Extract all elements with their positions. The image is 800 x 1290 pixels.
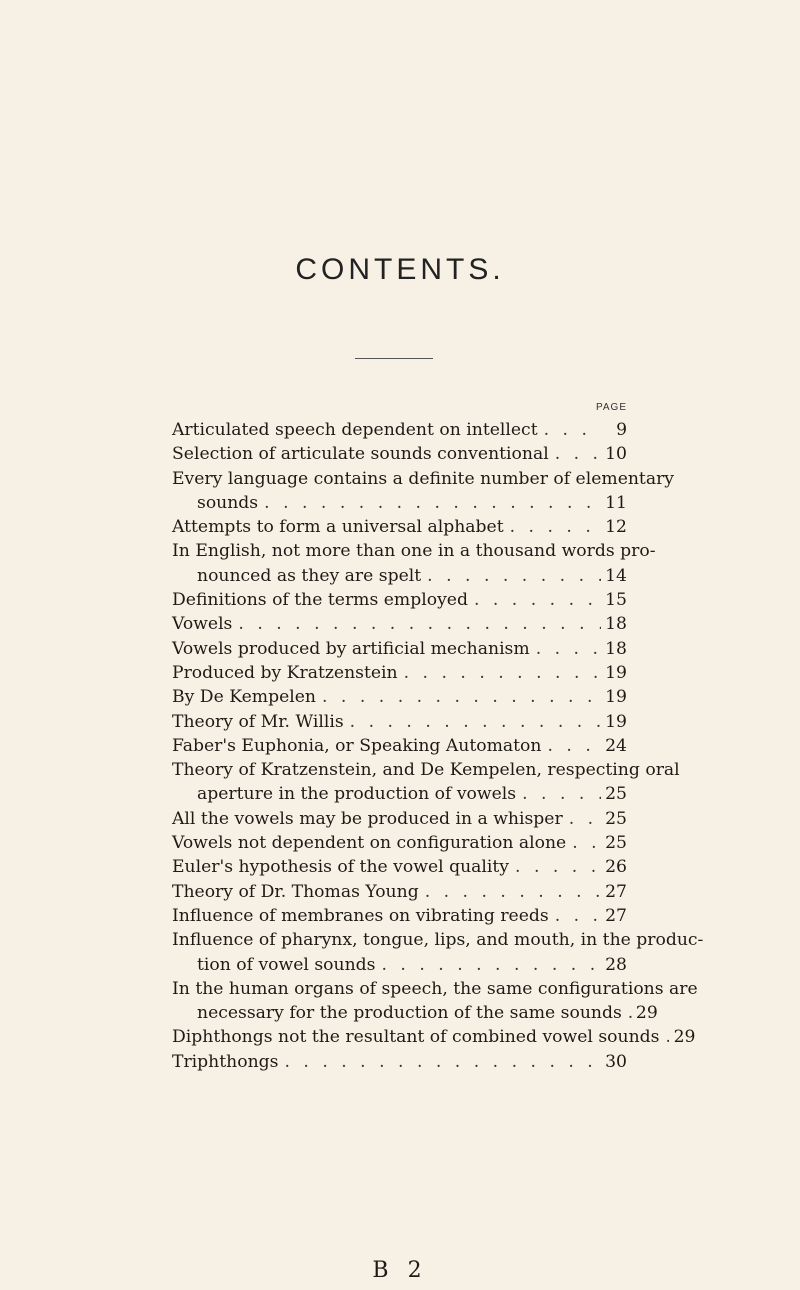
entry-page-number: 30 (605, 1051, 627, 1072)
entry-page-number: 29 (635, 1003, 658, 1024)
entry-title: Diphthongs not the resultant of combined vowel sounds (172, 1027, 660, 1048)
entry-page-number: 19 (605, 711, 627, 732)
entry-page-number: 12 (605, 517, 627, 538)
dot-leader (659, 1025, 669, 1049)
contents-entry (172, 807, 627, 831)
dot-leader (563, 807, 601, 831)
entry-title: Articulated speech dependent on intellect (172, 420, 538, 440)
contents-entry (172, 953, 627, 977)
dot-leader (509, 855, 601, 879)
entry-page-number: 19 (605, 687, 627, 708)
entry-page-number: 18 (605, 638, 627, 659)
entry-page-number: 25 (605, 808, 627, 829)
contents-entry (172, 612, 627, 636)
entry-title: By De Kempelen (172, 687, 316, 708)
dot-leader (504, 515, 601, 539)
entry-title: Vowels not dependent on configuration alone (172, 833, 567, 854)
contents-entry (172, 491, 627, 515)
entry-page-number: 24 (605, 735, 627, 756)
dot-leader (530, 637, 601, 661)
contents-entry (172, 1025, 696, 1049)
entry-title: Produced by Kratzenstein (172, 662, 398, 683)
dot-leader (566, 831, 601, 855)
contents-entry (172, 831, 627, 855)
entry-title: tion of vowel sounds (197, 954, 376, 975)
entry-page-number: 10 (605, 444, 627, 465)
entry-title: sounds (197, 492, 259, 513)
entry-title: Selection of articulate sounds conventional (172, 444, 549, 465)
contents-entry (172, 1001, 658, 1025)
entry-page-number: 15 (605, 590, 627, 611)
contents-entry (172, 710, 627, 734)
entry-title: aperture in the production of vowels (197, 784, 517, 805)
entry-title: Vowels produced by artificial mechanism (172, 638, 530, 659)
entry-page-number: 9 (616, 420, 627, 440)
contents-entry (172, 880, 627, 904)
contents-entry (172, 855, 627, 879)
dot-leader (278, 1050, 601, 1074)
signature-mark: B 2 (372, 1258, 428, 1283)
entry-title: nounced as they are spelt (197, 565, 422, 586)
entry-page-number: 14 (605, 565, 627, 586)
entry-title: Theory of Dr. Thomas Young (172, 881, 419, 902)
dot-leader (538, 418, 601, 442)
dot-leader (549, 442, 601, 466)
entry-title: Influence of membranes on vibrating reeds (172, 905, 549, 926)
entry-title: Triphthongs (172, 1051, 279, 1072)
contents-entry (172, 734, 627, 758)
entry-page-number: 18 (605, 614, 627, 635)
contents-entry (172, 1050, 627, 1074)
entry-page-number: 27 (605, 905, 627, 926)
entry-page-number: 19 (605, 662, 627, 683)
contents-entry (172, 442, 627, 466)
dot-leader (516, 782, 601, 806)
contents-entry (172, 782, 627, 806)
contents-entry-first-line: In the human organs of speech, the same configurations are (172, 978, 698, 999)
entry-page-number: 25 (605, 784, 627, 805)
contents-entry (172, 588, 627, 612)
dot-leader (258, 491, 601, 515)
entry-page-number: 28 (605, 954, 627, 975)
dot-leader (376, 953, 602, 977)
contents-entry (172, 515, 627, 539)
entry-page-number: 25 (605, 833, 627, 854)
page-title: CONTENTS. (295, 253, 505, 286)
entry-page-number: 11 (605, 492, 627, 513)
entry-title: Theory of Mr. Willis (172, 711, 344, 732)
entry-title: Euler's hypothesis of the vowel quality (172, 857, 510, 878)
dot-leader (421, 564, 601, 588)
entry-title: Attempts to form a universal alphabet (172, 517, 504, 538)
entry-title: Faber's Euphonia, or Speaking Automaton (172, 735, 542, 756)
dot-leader (549, 904, 601, 928)
dot-leader (541, 734, 601, 758)
contents-entry (172, 418, 627, 442)
entry-title: All the vowels may be produced in a whisper (172, 808, 563, 829)
page-column-label: PAGE (595, 402, 627, 413)
dot-leader (468, 588, 601, 612)
dot-leader (344, 710, 601, 734)
entry-page-number: 27 (605, 881, 627, 902)
entry-title: necessary for the production of the same sounds (197, 1003, 622, 1024)
contents-entry-first-line: Every language contains a definite number of elementary (172, 468, 675, 489)
contents-entry (172, 564, 627, 588)
dot-leader (316, 685, 601, 709)
contents-entry-first-line: Influence of pharynx, tongue, lips, and mouth, in the produc- (172, 930, 704, 951)
entry-title: Definitions of the terms employed (172, 590, 468, 611)
entry-title: Vowels (172, 614, 233, 635)
entry-page-number: 26 (605, 857, 627, 878)
dot-leader (398, 661, 601, 685)
contents-entry (172, 637, 627, 661)
contents-entry (172, 685, 627, 709)
dot-leader (232, 612, 601, 636)
contents-entry (172, 661, 627, 685)
title-rule (355, 358, 433, 359)
entry-page-number: 29 (673, 1027, 696, 1048)
contents-list (172, 418, 704, 1074)
dot-leader (419, 880, 601, 904)
contents-entry-first-line: Theory of Kratzenstein, and De Kempelen, respecting oral (172, 760, 680, 781)
contents-entry-first-line: In English, not more than one in a thousand words pro- (172, 541, 656, 562)
contents-entry (172, 904, 627, 928)
dot-leader (622, 1001, 632, 1025)
